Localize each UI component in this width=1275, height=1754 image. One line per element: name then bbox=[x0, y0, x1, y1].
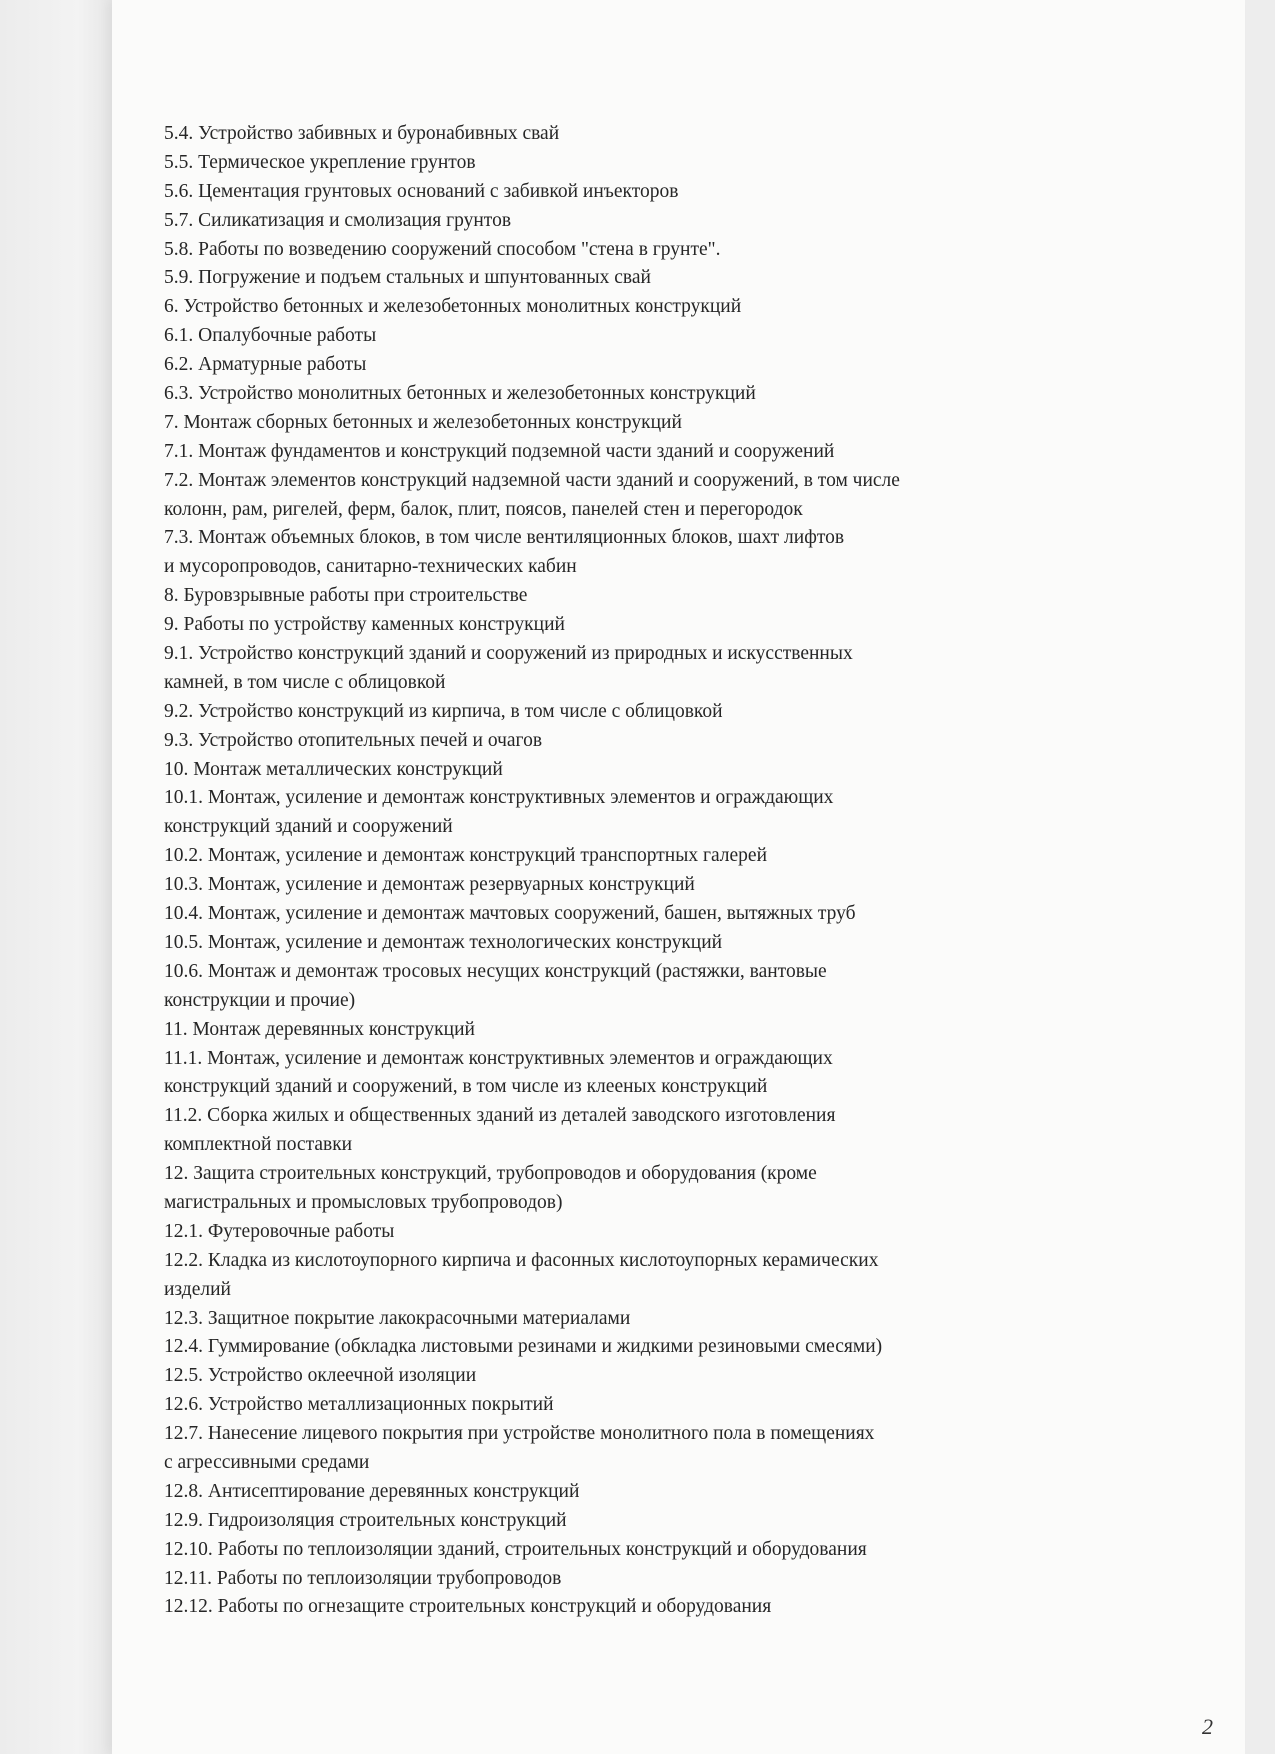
list-item: и мусоропроводов, санитарно-технических кабин bbox=[164, 556, 577, 578]
list-item: 9. Работы по устройству каменных конструкций bbox=[164, 614, 565, 636]
list-item: конструкции и прочие) bbox=[164, 989, 356, 1011]
list-item: конструкций зданий и сооружений bbox=[164, 816, 453, 838]
list-item: 12.8. Антисептирование деревянных конструкций bbox=[164, 1480, 580, 1502]
list-item: 10.2. Монтаж, усиление и демонтаж конструкций транспортных галерей bbox=[164, 845, 768, 867]
list-item: 11.1. Монтаж, усиление и демонтаж конструктивных элементов и ограждающих bbox=[164, 1047, 833, 1069]
list-item: 10.5. Монтаж, усиление и демонтаж технологических конструкций bbox=[164, 931, 723, 953]
list-item: 9.2. Устройство конструкций из кирпича, в том числе с облицовкой bbox=[164, 700, 723, 722]
list-item: 6.1. Опалубочные работы bbox=[164, 325, 377, 347]
list-item: 12.4. Гуммирование (обкладка листовыми резинами и жидкими резиновыми смесями) bbox=[164, 1336, 883, 1358]
list-item: 5.8. Работы по возведению сооружений способом "стена в грунте". bbox=[164, 238, 721, 260]
list-item: 12.6. Устройство металлизационных покрытий bbox=[164, 1394, 554, 1416]
list-item: 10.3. Монтаж, усиление и демонтаж резервуарных конструкций bbox=[164, 874, 695, 896]
list-item: 12.1. Футеровочные работы bbox=[164, 1220, 395, 1242]
list-item: 10.6. Монтаж и демонтаж тросовых несущих конструкций (растяжки, вантовые bbox=[164, 960, 827, 982]
works-list bbox=[164, 120, 1224, 1622]
list-item: 5.6. Цементация грунтовых оснований с забивкой инъекторов bbox=[164, 180, 679, 202]
list-item: 12.2. Кладка из кислотоупорного кирпича и фасонных кислотоупорных керамических bbox=[164, 1249, 879, 1271]
list-item: 7.3. Монтаж объемных блоков, в том числе вентиляционных блоков, шахт лифтов bbox=[164, 527, 845, 549]
list-item: комплектной поставки bbox=[164, 1134, 353, 1156]
scanner-edge bbox=[1245, 0, 1275, 1754]
list-item: конструкций зданий и сооружений, в том числе из клееных конструкций bbox=[164, 1076, 768, 1098]
page-number: 2 bbox=[1202, 1714, 1213, 1739]
list-item: 12.3. Защитное покрытие лакокрасочными материалами bbox=[164, 1307, 631, 1329]
list-item: 11. Монтаж деревянных конструкций bbox=[164, 1018, 475, 1040]
list-item: 12.5. Устройство оклеечной изоляции bbox=[164, 1365, 477, 1387]
list-item: 6.2. Арматурные работы bbox=[164, 354, 367, 376]
list-item: 10. Монтаж металлических конструкций bbox=[164, 758, 503, 780]
list-item: магистральных и промысловых трубопроводов) bbox=[164, 1191, 563, 1213]
list-item: 12. Защита строительных конструкций, трубопроводов и оборудования (кроме bbox=[164, 1163, 817, 1185]
list-item: 5.7. Силикатизация и смолизация грунтов bbox=[164, 209, 512, 231]
list-item: 12.7. Нанесение лицевого покрытия при устройстве монолитного пола в помещениях bbox=[164, 1423, 875, 1445]
list-item: 12.10. Работы по теплоизоляции зданий, строительных конструкций и оборудования bbox=[164, 1538, 867, 1560]
list-item: 6.3. Устройство монолитных бетонных и железобетонных конструкций bbox=[164, 383, 756, 405]
list-item: изделий bbox=[164, 1278, 231, 1300]
scanner-margin bbox=[0, 0, 112, 1754]
list-item: 9.3. Устройство отопительных печей и очагов bbox=[164, 729, 543, 751]
list-item: 7.2. Монтаж элементов конструкций надземной части зданий и сооружений, в том числе bbox=[164, 469, 900, 491]
list-item: 12.9. Гидроизоляция строительных конструкций bbox=[164, 1509, 567, 1531]
list-item: 6. Устройство бетонных и железобетонных монолитных конструкций bbox=[164, 296, 742, 318]
list-item: колонн, рам, ригелей, ферм, балок, плит, поясов, панелей стен и перегородок bbox=[164, 498, 803, 520]
list-item: с агрессивными средами bbox=[164, 1451, 370, 1473]
list-item: 9.1. Устройство конструкций зданий и сооружений из природных и искусственных bbox=[164, 643, 853, 665]
list-item: 5.5. Термическое укрепление грунтов bbox=[164, 151, 476, 173]
list-item: 10.1. Монтаж, усиление и демонтаж конструктивных элементов и ограждающих bbox=[164, 787, 834, 809]
list-item: 5.9. Погружение и подъем стальных и шпунтованных свай bbox=[164, 267, 651, 289]
list-item: 7.1. Монтаж фундаментов и конструкций подземной части зданий и сооружений bbox=[164, 440, 835, 462]
list-item: 7. Монтаж сборных бетонных и железобетонных конструкций bbox=[164, 411, 682, 433]
list-item: 5.4. Устройство забивных и буронабивных свай bbox=[164, 123, 560, 144]
document-page bbox=[112, 0, 1245, 1754]
list-item: 11.2. Сборка жилых и общественных зданий из деталей заводского изготовления bbox=[164, 1105, 836, 1127]
list-item: 12.12. Работы по огнезащите строительных конструкций и оборудования bbox=[164, 1596, 772, 1618]
list-item: камней, в том числе с облицовкой bbox=[164, 671, 446, 693]
list-item: 12.11. Работы по теплоизоляции трубопроводов bbox=[164, 1567, 562, 1589]
list-item: 10.4. Монтаж, усиление и демонтаж мачтовых сооружений, башен, вытяжных труб bbox=[164, 903, 856, 925]
list-item: 8. Буровзрывные работы при строительстве bbox=[164, 585, 528, 607]
